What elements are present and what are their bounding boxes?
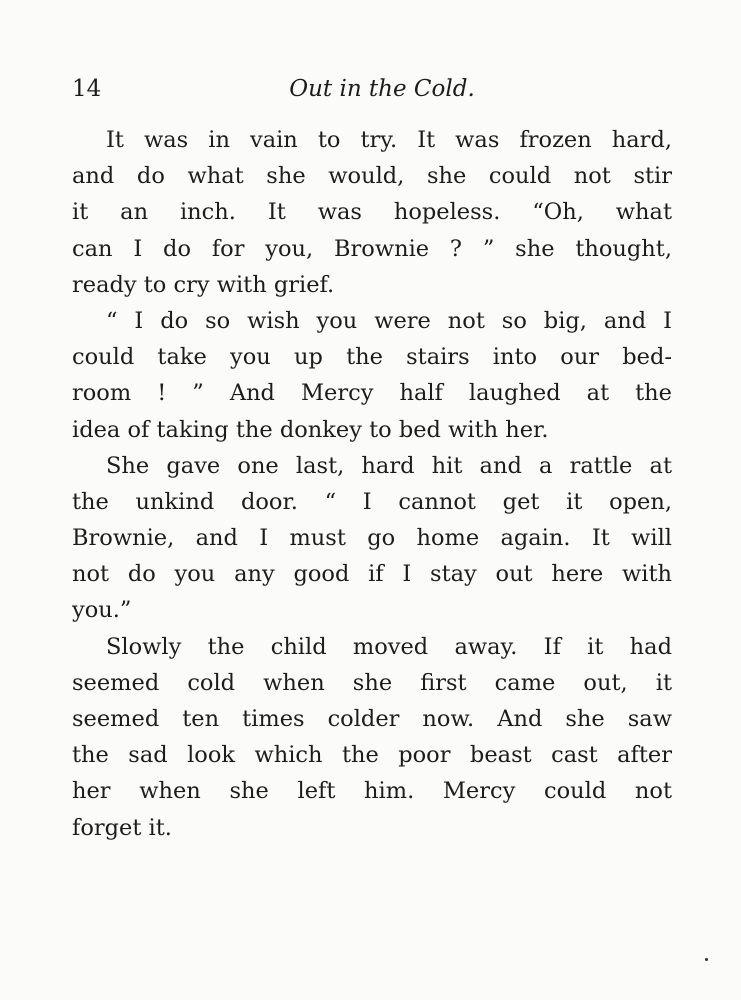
- text-line: could take you up the stairs into our bed-: [72, 344, 672, 371]
- body-text: [72, 122, 672, 846]
- text-line: room ! ” And Mercy half laughed at the: [72, 380, 672, 407]
- text-line: Brownie, and I must go home again. It will: [72, 525, 672, 552]
- text-line: She gave one last, hard hit and a rattle at: [106, 452, 672, 479]
- text-line: Slowly the child moved away. If it had: [106, 633, 672, 660]
- text-line: seemed ten times colder now. And she saw: [72, 706, 672, 732]
- page-header: [72, 72, 672, 106]
- text-line: her when she left him. Mercy could not: [72, 778, 672, 805]
- running-title: Out in the Cold.: [289, 76, 475, 102]
- page-number: 14: [72, 76, 102, 102]
- text-line: ready to cry with grief.: [72, 271, 335, 298]
- text-line: the sad look which the poor beast cast after: [72, 742, 672, 769]
- text-line: can I do for you, Brownie ? ” she thought,: [72, 235, 672, 262]
- text-line: seemed cold when she first came out, it: [72, 669, 672, 696]
- text-line: idea of taking the donkey to bed with her.: [72, 416, 549, 443]
- text-line: “ I do so wish you were not so big, and I: [106, 307, 672, 334]
- text-line: it an inch. It was hopeless. “Oh, what: [72, 199, 672, 226]
- text-line: not do you any good if I stay out here with: [72, 561, 672, 588]
- text-line: It was in vain to try. It was frozen hard,: [106, 127, 672, 153]
- text-line: forget it.: [72, 814, 172, 841]
- text-line: the unkind door. “ I cannot get it open,: [72, 488, 672, 515]
- text-line: and do what she would, she could not stir: [72, 163, 672, 190]
- print-speck: [705, 958, 708, 961]
- text-line: you.”: [72, 597, 132, 624]
